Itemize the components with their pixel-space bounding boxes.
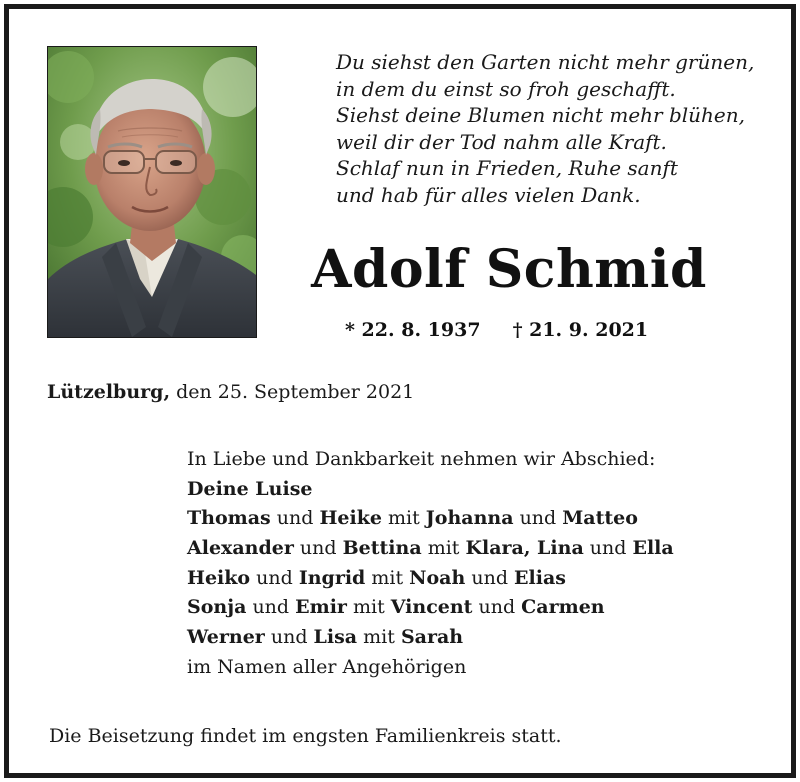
family-outro: im Namen aller Angehörigen: [187, 655, 467, 678]
family-connector: und: [513, 507, 563, 530]
poem-line: Siehst deine Blumen nicht mehr blühen,: [336, 103, 745, 128]
family-member-name: Lisa: [313, 626, 358, 649]
family-intro: In Liebe und Dankbarkeit nehmen wir Abschied:: [187, 448, 656, 470]
family-connector: und: [293, 537, 343, 560]
family-member-name: Thomas: [187, 507, 271, 530]
family-member-name: Alexander: [187, 537, 294, 560]
family-connector: und: [465, 566, 515, 589]
burial-note: Die Beisetzung findet im engsten Familienkreis statt.: [49, 725, 562, 747]
death-date: † 21. 9. 2021: [512, 319, 649, 341]
family-signatures: [187, 445, 787, 683]
family-member-name: Emir: [295, 596, 347, 619]
family-member-name: Heike: [319, 507, 382, 530]
family-member-line: [187, 475, 787, 505]
family-member-line: [187, 534, 787, 564]
place-and-date: [47, 379, 414, 405]
place-name: Lützelburg,: [47, 381, 171, 403]
memorial-poem: [336, 49, 776, 209]
family-member-line: [187, 504, 787, 534]
family-member-line: [187, 623, 787, 653]
family-connector: und: [246, 596, 296, 619]
portrait-photo: [47, 46, 257, 338]
poem-line: in dem du einst so froh geschafft.: [336, 76, 676, 101]
family-member-name: Carmen: [521, 596, 605, 619]
family-connector: mit: [357, 626, 401, 649]
notice-date: den 25. September 2021: [170, 381, 415, 403]
family-member-name: Elias: [514, 566, 566, 589]
family-members-list: [187, 475, 787, 653]
life-dates: [345, 317, 685, 343]
family-connector: und: [472, 596, 522, 619]
family-connector: mit: [381, 507, 426, 530]
family-member-name: Ella: [632, 537, 674, 560]
poem-line: Schlaf nun in Frieden, Ruhe sanft: [336, 156, 678, 181]
family-connector: und: [264, 626, 314, 649]
birth-date: * 22. 8. 1937: [345, 319, 481, 341]
family-member-name: Johanna: [425, 507, 514, 530]
family-member-name: Klara, Lina: [465, 537, 584, 560]
family-connector: und: [250, 566, 299, 589]
family-connector: und: [583, 537, 633, 560]
family-member-line: [187, 593, 787, 623]
family-member-name: Bettina: [342, 537, 422, 560]
family-connector: und: [270, 507, 320, 530]
family-member-name: Sarah: [400, 626, 464, 649]
family-connector: mit: [421, 537, 466, 560]
family-member-name: Noah: [409, 566, 466, 589]
family-member-name: Heiko: [187, 566, 251, 589]
family-member-line: [187, 564, 787, 594]
family-member-name: Sonja: [187, 596, 247, 619]
obituary-frame: [4, 4, 796, 778]
family-member-name: Ingrid: [298, 566, 366, 589]
family-member-name: Matteo: [562, 507, 638, 530]
poem-line: Du siehst den Garten nicht mehr grünen,: [336, 50, 755, 74]
family-member-name: Vincent: [390, 596, 473, 619]
poem-line: weil dir der Tod nahm alle Kraft.: [336, 129, 667, 154]
poem-line: und hab für alles vielen Dank.: [336, 182, 641, 207]
family-connector: mit: [346, 596, 391, 619]
family-connector: mit: [365, 566, 410, 589]
deceased-name: Adolf Schmid: [311, 239, 707, 300]
family-member-name: Deine Luise: [187, 477, 313, 500]
family-member-name: Werner: [187, 626, 265, 649]
